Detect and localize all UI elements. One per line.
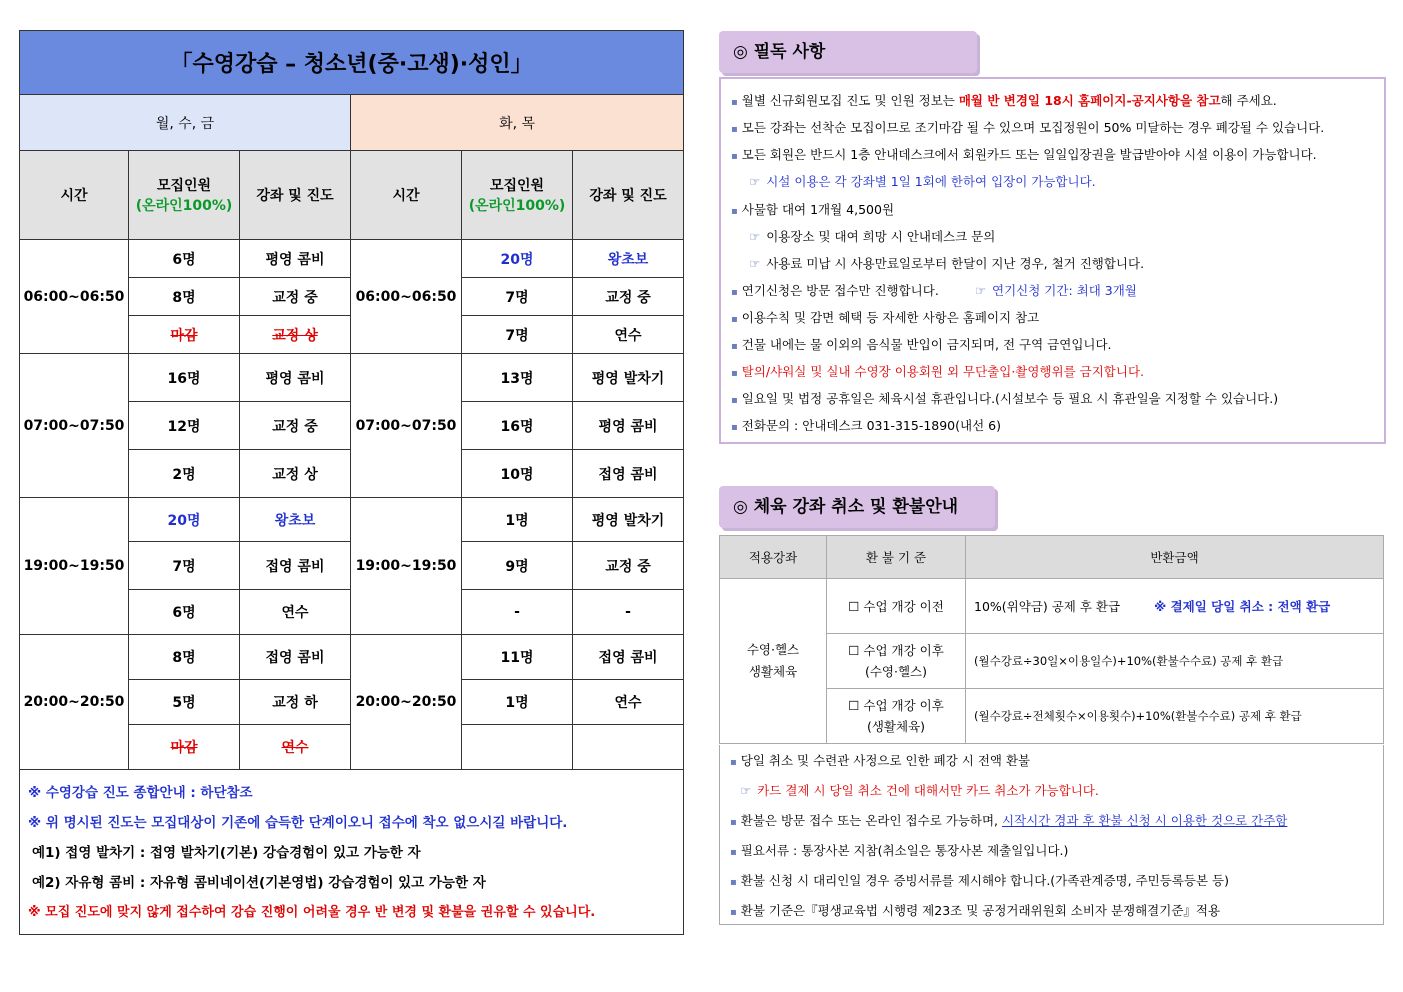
must-read-line: ▪ 사물함 대여 1개월 4,500원	[731, 202, 895, 217]
must-read-line: ☞ 이용장소 및 대여 희망 시 안내데스크 문의	[749, 229, 996, 244]
course-cell: 접영 콤비	[240, 542, 351, 590]
count-cell: 1명	[462, 498, 573, 542]
must-read-line: ☞ 사용료 미납 시 사용만료일로부터 한달이 지난 경우, 철거 진행합니다.	[749, 256, 1145, 271]
time-cell: 20:00~20:50	[351, 635, 462, 770]
course-cell: 왕초보	[240, 498, 351, 542]
course-cell-closed: 연수	[240, 725, 351, 770]
course-cell: 연수	[573, 316, 684, 354]
course-cell: 교정 중	[573, 278, 684, 316]
time-cell: 19:00~19:50	[351, 498, 462, 635]
refund-note: ▪ 당일 취소 및 수련관 사정으로 인한 폐강 시 전액 환불	[730, 753, 1031, 768]
must-read-title: ◎ 필독 사항	[719, 31, 977, 73]
refund-criteria: ☐ 수업 개강 이전	[827, 579, 966, 634]
course-cell: 연수	[240, 590, 351, 635]
schedule-title: 「수영강습 – 청소년(중·고생)·성인」	[20, 31, 684, 95]
refund-note: ▪ 환불 신청 시 대리인일 경우 증빙서류를 제시해야 합니다.(가족관계증명, 주민등록등본 등)	[730, 873, 1229, 888]
refund-amount: (월수강료÷전체횟수×이용횟수)+10%(환불수수료) 공제 후 환급	[966, 689, 1384, 744]
must-read-line: ▪ 모든 강좌는 선착순 모집이므로 조기마감 될 수 있으며 모집정원이 50% 미달하는 경우 폐강될 수 있습니다.	[731, 120, 1325, 135]
count-cell: 10명	[462, 450, 573, 498]
course-cell: 연수	[573, 680, 684, 725]
time-cell: 06:00~06:50	[351, 240, 462, 354]
refund-header-criteria: 환 불 기 준	[827, 536, 966, 579]
course-cell: -	[573, 590, 684, 635]
time-cell: 20:00~20:50	[20, 635, 129, 770]
count-cell: 6명	[129, 590, 240, 635]
refund-header-amount: 반환금액	[966, 536, 1384, 579]
refund-criteria: ☐ 수업 개강 이후 (생활체육)	[827, 689, 966, 744]
must-read-line: ☞ 시설 이용은 각 강좌별 1일 1회에 한하여 입장이 가능합니다.	[749, 174, 1096, 189]
course-cell: 접영 콤비	[573, 635, 684, 680]
count-cell	[462, 725, 573, 770]
must-read-line: ▪ 월별 신규회원모집 진도 및 인원 정보는 매월 반 변경일 18시 홈페이지-공지사항을 참고해 주세요.	[731, 93, 1277, 108]
course-cell: 교정 중	[240, 278, 351, 316]
must-read-line: ▪ 모든 회원은 반드시 1층 안내데스크에서 회원카드 또는 일일입장권을 발급받아야 시설 이용이 가능합니다.	[731, 147, 1317, 162]
count-cell: 5명	[129, 680, 240, 725]
count-cell: 12명	[129, 402, 240, 450]
refund-note: ▪ 환불 기준은『평생교육법 시행령 제23조 및 공정거래위원회 소비자 분쟁해결기준』적용	[730, 903, 1221, 918]
course-cell: 교정 중	[240, 402, 351, 450]
refund-table	[719, 535, 1384, 744]
course-cell-closed: 교정 상	[240, 316, 351, 354]
col-recruit-left: 모집인원 (온라인100%)	[129, 151, 240, 240]
col-time-right: 시간	[351, 151, 462, 240]
col-recruit-right: 모집인원 (온라인100%)	[462, 151, 573, 240]
refund-header-course: 적용강좌	[720, 536, 827, 579]
count-cell: 8명	[129, 635, 240, 680]
course-cell: 접영 콤비	[573, 450, 684, 498]
time-cell: 07:00~07:50	[20, 354, 129, 498]
course-cell: 왕초보	[573, 240, 684, 278]
course-cell: 평영 콤비	[240, 240, 351, 278]
count-cell: 7명	[462, 278, 573, 316]
count-cell: -	[462, 590, 573, 635]
refund-note: ☞ 카드 결제 시 당일 취소 건에 대해서만 카드 취소가 가능합니다.	[740, 783, 1099, 798]
refund-note: ▪ 환불은 방문 접수 또는 온라인 접수로 가능하며, 시작시간 경과 후 환불 신청 시 이용한 것으로 간주함	[730, 813, 1288, 828]
count-cell: 9명	[462, 542, 573, 590]
must-read-line: ▪ 일요일 및 법정 공휴일은 체육시설 휴관입니다.(시설보수 등 필요 시 휴관일을 지정할 수 있습니다.)	[731, 391, 1279, 406]
course-cell: 접영 콤비	[240, 635, 351, 680]
must-read-line: ▪ 전화문의 : 안내데스크 031-315-1890(내선 6)	[731, 418, 1001, 433]
count-cell-closed: 마감	[129, 725, 240, 770]
days-left: 월, 수, 금	[20, 95, 351, 151]
count-cell: 16명	[462, 402, 573, 450]
refund-title: ◎ 체육 강좌 취소 및 환불안내	[719, 486, 995, 528]
refund-note: ▪ 필요서류 : 통장사본 지참(취소일은 통장사본 제출일입니다.)	[730, 843, 1069, 858]
count-cell: 2명	[129, 450, 240, 498]
course-cell: 교정 중	[573, 542, 684, 590]
days-right: 화, 목	[351, 95, 684, 151]
refund-notes-box	[719, 745, 1384, 925]
course-cell: 평영 발차기	[573, 354, 684, 402]
course-cell: 교정 하	[240, 680, 351, 725]
course-cell: 평영 콤비	[240, 354, 351, 402]
col-course-right: 강좌 및 진도	[573, 151, 684, 240]
count-cell: 8명	[129, 278, 240, 316]
count-cell: 20명	[129, 498, 240, 542]
refund-amount: (월수강료÷30일×이용일수)+10%(환불수수료) 공제 후 환급	[966, 634, 1384, 689]
schedule-table	[19, 30, 684, 935]
course-cell: 평영 콤비	[573, 402, 684, 450]
col-course-left: 강좌 및 진도	[240, 151, 351, 240]
time-cell: 06:00~06:50	[20, 240, 129, 354]
course-cell: 교정 상	[240, 450, 351, 498]
count-cell: 7명	[129, 542, 240, 590]
course-cell: 평영 발차기	[573, 498, 684, 542]
count-cell: 13명	[462, 354, 573, 402]
count-cell: 1명	[462, 680, 573, 725]
time-cell: 07:00~07:50	[351, 354, 462, 498]
count-cell: 20명	[462, 240, 573, 278]
course-cell	[573, 725, 684, 770]
col-time-left: 시간	[20, 151, 129, 240]
refund-amount: 10%(위약금) 공제 후 환급 ※ 결제일 당일 취소 : 전액 환급	[966, 579, 1384, 634]
count-cell-closed: 마감	[129, 316, 240, 354]
must-read-line: ▪ 이용수칙 및 감면 혜택 등 자세한 사항은 홈페이지 참고	[731, 310, 1040, 325]
refund-criteria: ☐ 수업 개강 이후 (수영·헬스)	[827, 634, 966, 689]
count-cell: 6명	[129, 240, 240, 278]
must-read-line: ▪ 탈의/샤워실 및 실내 수영장 이용회원 외 무단출입·촬영행위를 금지합니다.	[731, 364, 1145, 379]
refund-course: 수영·헬스 생활체육	[720, 579, 827, 744]
note-line: ※ 위 명시된 진도는 모집대상이 기존에 습득한 단계이오니 접수에 착오 없으시길 바랍니다.	[28, 815, 568, 831]
note-line: ※ 수영강습 진도 종합안내 : 하단참조	[28, 785, 253, 801]
must-read-box	[719, 77, 1386, 444]
count-cell: 11명	[462, 635, 573, 680]
note-line: ※ 모집 진도에 맞지 않게 접수하여 강습 진행이 어려울 경우 반 변경 및 환불을 권유할 수 있습니다.	[28, 905, 596, 920]
schedule-notes	[20, 770, 684, 935]
time-cell: 19:00~19:50	[20, 498, 129, 635]
must-read-line: ▪ 연기신청은 방문 접수만 진행합니다. ☞ 연기신청 기간: 최대 3개월	[731, 283, 1137, 298]
note-line: 예2) 자유형 콤비 : 자유형 콤비네이션(기본영법) 강습경험이 있고 가능한 자	[32, 875, 486, 891]
note-line: 예1) 접영 발차기 : 접영 발차기(기본) 강습경험이 있고 가능한 자	[32, 845, 421, 861]
count-cell: 7명	[462, 316, 573, 354]
must-read-line: ▪ 건물 내에는 물 이외의 음식물 반입이 금지되며, 전 구역 금연입니다.	[731, 337, 1112, 352]
count-cell: 16명	[129, 354, 240, 402]
